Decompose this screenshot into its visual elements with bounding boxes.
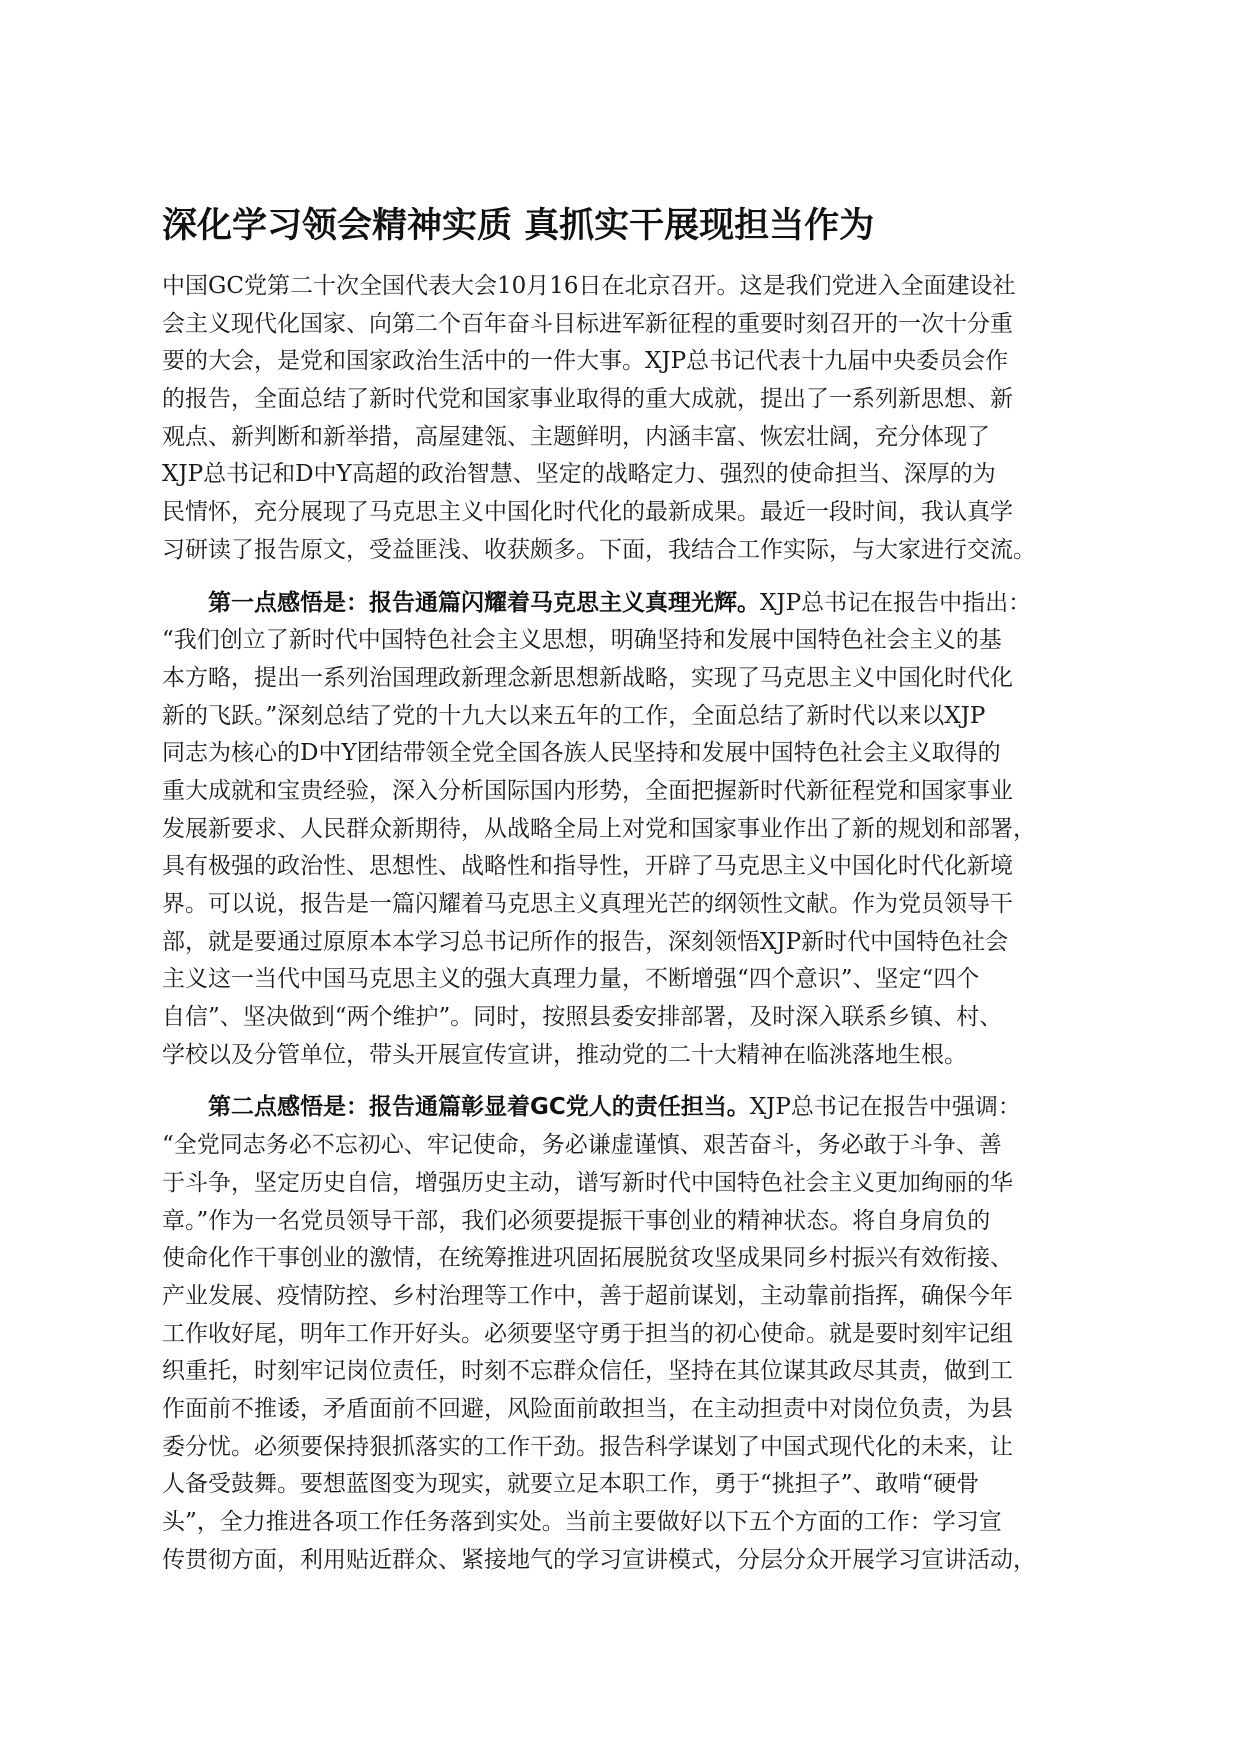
text-line: 产业发展、疫情防控、乡村治理等工作中，善于超前谋划，主动靠前指挥，确保今年 <box>162 1282 1013 1309</box>
section-1-paragraph <box>162 585 1102 1075</box>
text-line: 工作收好尾，明年工作开好头。必须要坚守勇于担当的初心使命。就是要时刻牢记组 <box>162 1320 1013 1347</box>
text-line: 部，就是要通过原原本本学习总书记所作的报告，深刻领悟XJP新时代中国特色社会 <box>162 928 1009 955</box>
section-2-first-rest: XJP总书记在报告中强调： <box>749 1094 1021 1121</box>
text-line: 民情怀，充分展现了马克思主义中国化时代化的最新成果。最近一段时间，我认真学 <box>162 499 1013 526</box>
text-line: 本方略，提出一系列治国理政新理念新思想新战略，实现了马克思主义中国化时代化 <box>162 664 1013 691</box>
text-line: “我们创立了新时代中国特色社会主义思想，明确坚持和发展中国特色社会主义的基 <box>162 627 1002 654</box>
text-line: 主义这一当代中国马克思主义的强大真理力量，不断增强“四个意识”、坚定“四个 <box>162 966 980 993</box>
intro-paragraph <box>162 268 1102 570</box>
text-line: 会主义现代化国家、向第二个百年奋斗目标进军新征程的重要时刻召开的一次十分重 <box>162 310 1013 337</box>
text-line: 重大成就和宝贵经验，深入分析国际国内形势，全面把握新时代新征程党和国家事业 <box>162 777 1013 804</box>
text-line: 于斗争，坚定历史自信，增强历史主动，谱写新时代中国特色社会主义更加绚丽的华 <box>162 1169 1013 1196</box>
text-line: “全党同志务必不忘初心、牢记使命，务必谦虚谨慎、艰苦奋斗，务必敢于斗争、善 <box>162 1132 1002 1159</box>
text-line: 头”，全力推进各项工作任务落到实处。当前主要做好以下五个方面的工作：学习宣 <box>162 1509 1002 1535</box>
text-line: 观点、新判断和新举措，高屋建瓴、主题鲜明，内涵丰富、恢宏壮阔，充分体现了 <box>162 423 990 450</box>
text-line: XJP总书记和D中Y高超的政治智慧、坚定的战略定力、强烈的使命担当、深厚的为 <box>162 461 996 488</box>
text-line: 同志为核心的D中Y团结带领全党全国各族人民坚持和发展中国特色社会主义取得的 <box>162 740 1001 767</box>
document-body <box>162 268 1102 1579</box>
section-1-lead: 第一点感悟是：报告通篇闪耀着马克思主义真理光辉。 <box>208 589 760 616</box>
text-line: 习研读了报告原文，受益匪浅、收获颇多。下面，我结合工作实际，与大家进行交流。 <box>162 536 1036 563</box>
text-line: 要的大会，是党和国家政治生活中的一件大事。XJP总书记代表十九届中央委员会作 <box>162 348 1009 375</box>
document-title: 深化学习领会精神实质 真抓实干展现担当作为 <box>162 206 875 246</box>
text-line: 界。可以说，报告是一篇闪耀着马克思主义真理光芒的纲领性文献。作为党员领导干 <box>162 891 1013 917</box>
section-1-first-line <box>162 585 1102 623</box>
text-line: 章。”作为一名党员领导干部，我们必须要提振干事创业的精神状态。将自身肩负的 <box>162 1207 991 1234</box>
text-line: 人备受鼓舞。要想蓝图变为现实，就要立足本职工作，勇于“挑担子”、敢啃“硬骨 <box>162 1471 980 1498</box>
section-1-first-rest: XJP总书记在报告中指出： <box>760 589 1032 616</box>
text-line: 中国GC党第二十次全国代表大会10月16日在北京召开。这是我们党进入全面建设社 <box>162 273 1016 299</box>
text-line: 传贯彻方面，利用贴近群众、紧接地气的学习宣讲模式，分层分众开展学习宣讲活动， <box>162 1546 1036 1573</box>
text-line: 的报告，全面总结了新时代党和国家事业取得的重大成就，提出了一系列新思想、新 <box>162 386 1013 413</box>
text-line: 学校以及分管单位，带头开展宣传宣讲，推动党的二十大精神在临洮落地生根。 <box>162 1041 967 1068</box>
section-2-first-line <box>162 1089 1102 1127</box>
text-line: 织重托，时刻牢记岗位责任，时刻不忘群众信任，坚持在其位谋其政尽其责，做到工 <box>162 1358 1013 1385</box>
text-line: 具有极强的政治性、思想性、战略性和指导性，开辟了马克思主义中国化时代化新境 <box>162 853 1013 880</box>
text-line: 委分忧。必须要保持狠抓落实的工作干劲。报告科学谋划了中国式现代化的未来，让 <box>162 1433 1013 1460</box>
text-line: 作面前不推诿，矛盾面前不回避，风险面前敢担当，在主动担责中对岗位负责，为县 <box>162 1395 1013 1422</box>
text-line: 发展新要求、人民群众新期待，从战略全局上对党和国家事业作出了新的规划和部署， <box>162 815 1036 842</box>
section-2-paragraph <box>162 1089 1102 1579</box>
section-2-lead: 第二点感悟是：报告通篇彰显着GC党人的责任担当。 <box>208 1094 750 1121</box>
text-line: 新的飞跃。”深刻总结了党的十九大以来五年的工作，全面总结了新时代以来以XJP <box>162 702 986 729</box>
text-line: 自信”、坚决做到“两个维护”。同时，按照县委安排部署，及时深入联系乡镇、村、 <box>162 1004 1003 1031</box>
text-line: 使命化作干事创业的激情，在统筹推进巩固拓展脱贫攻坚成果同乡村振兴有效衔接、 <box>162 1245 1013 1272</box>
